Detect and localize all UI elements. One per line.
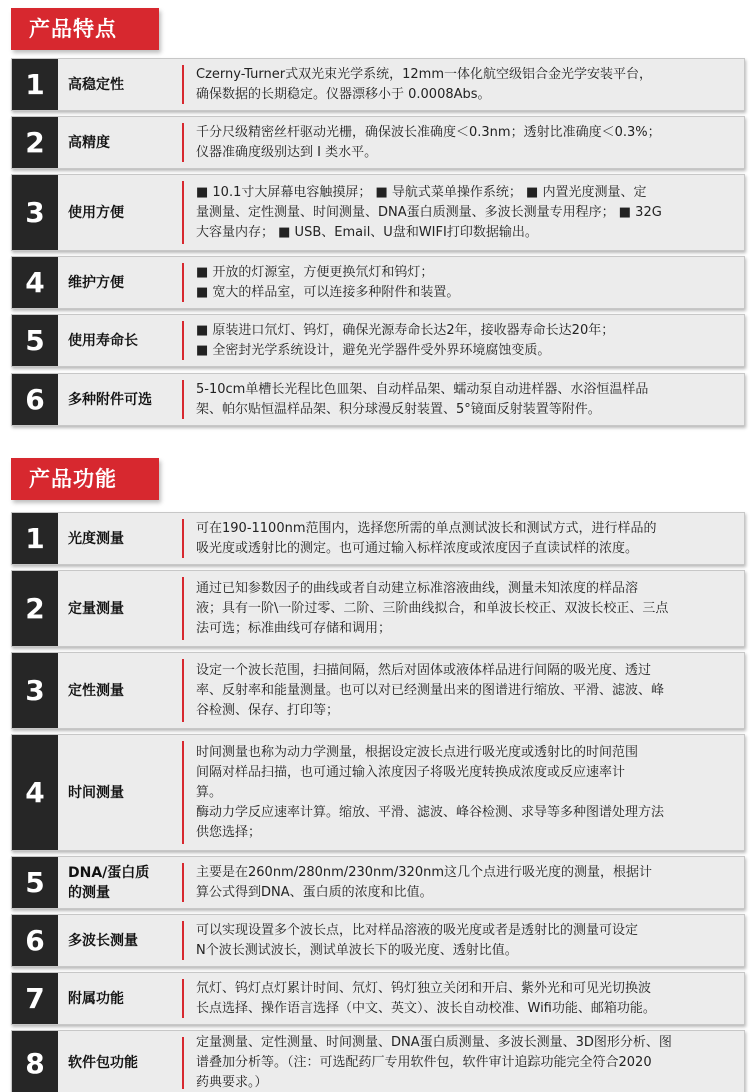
- description-line: 氘灯、钨灯点灯累计时间、氘灯、钨灯独立关闭和开启、紫外光和可见光切换波: [196, 980, 652, 996]
- row-label: 高稳定性: [68, 76, 124, 93]
- features-row-3: [11, 174, 745, 251]
- row-divider: [182, 863, 184, 902]
- description-line: 5-10cm单槽长光程比色皿架、自动样品架、蠕动泵自动进样器、水浴恒温样品: [196, 381, 649, 397]
- description-line: 算。: [196, 784, 223, 800]
- row-divider: [182, 380, 184, 419]
- functions-row-7: [11, 972, 745, 1025]
- row-description: [196, 1031, 738, 1092]
- features-row-1: [11, 58, 745, 111]
- row-number: 6: [12, 374, 58, 425]
- functions-row-1: [11, 512, 745, 565]
- row-label: 软件包功能: [68, 1055, 138, 1071]
- description-line: 通过已知参数因子的曲线或者自动建立标准溶液曲线，测量未知浓度的样品溶: [196, 580, 639, 596]
- functions-row-3: [11, 652, 745, 729]
- row-divider: [182, 1037, 184, 1089]
- row-divider: [182, 741, 184, 844]
- description-line: ■ 开放的灯源室，方便更换氘灯和钨灯；: [196, 264, 434, 280]
- row-number: 7: [12, 973, 58, 1024]
- row-description: [196, 374, 738, 425]
- row-description: [196, 735, 738, 850]
- description-line: ■ 原装进口氘灯、钨灯，确保光源寿命长达2年，接收器寿命长达20年；: [196, 322, 615, 338]
- row-number: 6: [12, 915, 58, 966]
- row-description: [196, 571, 738, 646]
- description-line: 算公式得到DNA、蛋白质的浓度和比值。: [196, 884, 433, 900]
- description-line: 量测量、定性测量、时间测量、DNA蛋白质测量、多波长测量专用程序； ■ 32G: [196, 204, 662, 220]
- row-number: 1: [12, 513, 58, 564]
- features-title: 产品特点: [11, 8, 159, 50]
- row-label: 高精度: [68, 134, 110, 151]
- row-label: 使用寿命长: [68, 332, 138, 349]
- row-label: 光度测量: [68, 530, 124, 547]
- row-number: 8: [12, 1031, 58, 1092]
- description-line: ■ 10.1寸大屏幕电容触摸屏； ■ 导航式菜单操作系统； ■ 内置光度测量、定: [196, 184, 647, 200]
- row-description: [196, 915, 738, 966]
- features-row-4: [11, 256, 745, 309]
- description-line: Czerny-Turner式双光束光学系统，12mm一体化航空级铝合金光学安装平台，: [196, 66, 652, 82]
- row-label: DNA/蛋白质 的测量: [68, 864, 150, 901]
- description-line: 可在190-1100nm范围内，选择您所需的单点测试波长和测试方式，进行样品的: [196, 520, 657, 536]
- row-label: 使用方便: [68, 204, 124, 221]
- description-line: 仪器准确度级别达到 Ⅰ 类水平。: [196, 144, 378, 160]
- description-line: 长点选择、操作语言选择（中文、英文）、波长自动校准、Wifi功能、邮箱功能。: [196, 1000, 656, 1016]
- description-line: 法可选；标准曲线可存储和调用；: [196, 620, 392, 636]
- row-number: 5: [12, 857, 58, 908]
- features-row-2: [11, 116, 745, 169]
- row-description: [196, 973, 738, 1024]
- description-line: 液；具有一阶\一阶过零、二阶、三阶曲线拟合，和单波长校正、双波长校正、三点: [196, 600, 669, 616]
- row-label: 维护方便: [68, 274, 124, 291]
- functions-row-8: [11, 1030, 745, 1092]
- functions-row-6: [11, 914, 745, 967]
- row-description: [196, 175, 738, 250]
- description-line: 千分尺级精密丝杆驱动光栅，确保波长准确度＜0.3nm；透射比准确度＜0.3%；: [196, 124, 661, 140]
- description-line: 设定一个波长范围，扫描间隔，然后对固体或液体样品进行间隔的吸光度、透过: [196, 662, 652, 678]
- row-divider: [182, 65, 184, 104]
- description-line: 主要是在260nm/280nm/230nm/320nm这几个点进行吸光度的测量，根据计: [196, 864, 653, 880]
- description-line: 谱叠加分析等。（注：可选配药厂专用软件包，软件审计追踪功能完全符合2020: [196, 1055, 652, 1070]
- row-label: 多波长测量: [68, 932, 138, 949]
- functions-row-2: [11, 570, 745, 647]
- description-line: 确保数据的长期稳定。仪器漂移小于 0.0008Abs。: [196, 86, 491, 102]
- row-description: [196, 653, 738, 728]
- features-row-6: [11, 373, 745, 426]
- row-divider: [182, 979, 184, 1018]
- row-number: 4: [12, 257, 58, 308]
- features-row-5: [11, 314, 745, 367]
- row-description: [196, 513, 738, 564]
- row-label: 多种附件可选: [68, 391, 152, 408]
- row-number: 3: [12, 175, 58, 250]
- functions-row-5: [11, 856, 745, 909]
- row-divider: [182, 659, 184, 722]
- row-divider: [182, 181, 184, 244]
- description-line: 谷检测、保存、打印等；: [196, 702, 340, 718]
- description-line: ■ 宽大的样品室，可以连接多种附件和装置。: [196, 284, 460, 300]
- row-number: 4: [12, 735, 58, 850]
- row-divider: [182, 519, 184, 558]
- functions-title: 产品功能: [11, 458, 159, 500]
- description-line: 率、反射率和能量测量。也可以对已经测量出来的图谱进行缩放、平滑、滤波、峰: [196, 682, 665, 698]
- row-number: 3: [12, 653, 58, 728]
- row-divider: [182, 577, 184, 640]
- description-line: 定量测量、定性测量、时间测量、DNA蛋白质测量、多波长测量、3D图形分析、图: [196, 1035, 672, 1050]
- row-number: 1: [12, 59, 58, 110]
- description-line: 可以实现设置多个波长点，比对样品溶液的吸光度或者是透射比的测量可设定: [196, 922, 639, 938]
- row-description: [196, 59, 738, 110]
- row-divider: [182, 123, 184, 162]
- description-line: ■ 全密封光学系统设计，避免光学器件受外界环境腐蚀变质。: [196, 342, 551, 358]
- description-line: N个波长测试波长，测试单波长下的吸光度、透射比值。: [196, 942, 518, 958]
- row-description: [196, 257, 738, 308]
- description-line: 时间测量也称为动力学测量，根据设定波长点进行吸光度或透射比的时间范围: [196, 744, 639, 760]
- row-divider: [182, 921, 184, 960]
- row-label: 时间测量: [68, 784, 124, 801]
- description-line: 大容量内存； ■ USB、Email、U盘和WIFI打印数据输出。: [196, 224, 538, 240]
- description-line: 架、帕尔贴恒温样品架、积分球漫反射装置、5°镜面反射装置等附件。: [196, 401, 601, 417]
- row-description: [196, 117, 738, 168]
- row-description: [196, 315, 738, 366]
- description-line: 药典要求。）: [196, 1075, 268, 1090]
- row-description: [196, 857, 738, 908]
- row-label: 定量测量: [68, 600, 124, 617]
- row-label: 附属功能: [68, 990, 124, 1007]
- functions-row-4: [11, 734, 745, 851]
- row-number: 5: [12, 315, 58, 366]
- row-divider: [182, 321, 184, 360]
- description-line: 间隔对样品扫描，也可通过输入浓度因子将吸光度转换成浓度或反应速率计: [196, 764, 626, 780]
- description-line: 供您选择；: [196, 824, 262, 840]
- row-number: 2: [12, 117, 58, 168]
- row-label: 定性测量: [68, 682, 124, 699]
- description-line: 吸光度或透射比的测定。也可通过输入标样浓度或浓度因子直读试样的浓度。: [196, 540, 639, 556]
- row-divider: [182, 263, 184, 302]
- row-number: 2: [12, 571, 58, 646]
- description-line: 酶动力学反应速率计算。缩放、平滑、滤波、峰谷检测、求导等多种图谱处理方法: [196, 804, 665, 820]
